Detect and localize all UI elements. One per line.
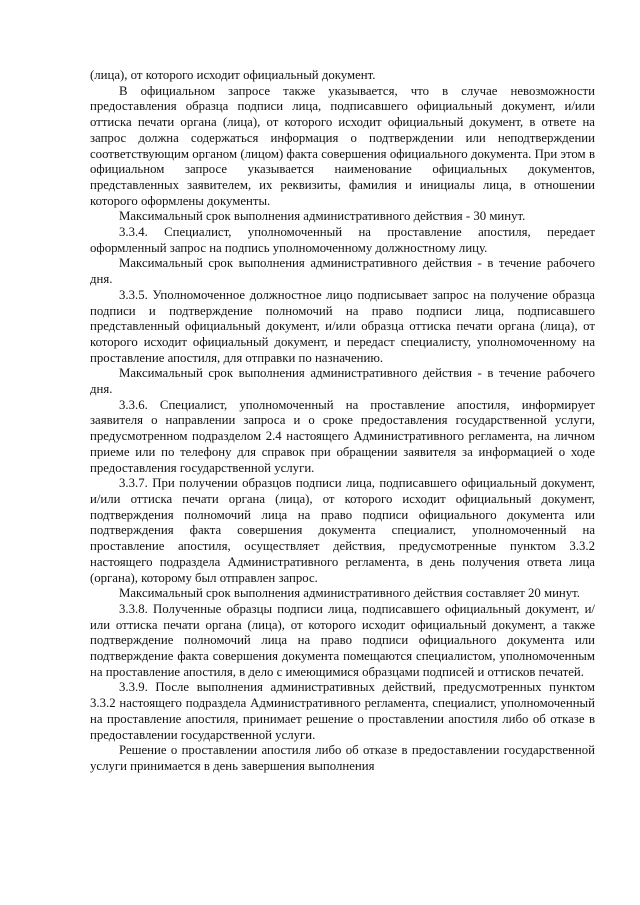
paragraph-3-3-7: 3.3.7. При получении образцов подписи лица, подписавшего официальный документ, и/или оттиска печати органа (лица), от которого исходит официальный документ, подтверждения полномочий лица на право подписи официального документа или подтверждения факта совершения документа специалист, уполномоченный на проставление апостиля, осуществляет действия, предусмотренные пунктом 3.3.2 настоящего подраздела Административного регламента, в день получения ответа лица (органа), которому был отправлен запрос. <box>90 476 595 585</box>
paragraph-3-3-4: 3.3.4. Специалист, уполномоченный на проставление апостиля, передает оформленный запрос на подпись уполномоченному должностному лицу. <box>90 225 595 255</box>
paragraph-3-3-9: 3.3.9. После выполнения административных действий, предусмотренных пунктом 3.3.2 настоящего подраздела Административного регламента, специалист, уполномоченный на проставление апостиля, принимает решение о проставлении апостиля либо об отказе в предоставлении государственной услуги. <box>90 680 595 742</box>
paragraph-max-time-workday-2: Максимальный срок выполнения административного действия - в течение рабочего дня. <box>90 366 595 397</box>
paragraph-max-time-30min: Максимальный срок выполнения административного действия - 30 минут. <box>119 209 526 224</box>
paragraph-continuation: (лица), от которого исходит официальный документ. <box>90 68 376 82</box>
paragraph-decision: Решение о проставлении апостиля либо об отказе в предоставлении государственной услуги принимается в день завершения выполнения <box>90 743 595 773</box>
paragraph-official-request: В официальном запросе также указывается, что в случае невозможности предоставления образца подписи лица, подписавшего официальный документ, и/или оттиска печати органа (лица), от которого исходит официальный документ, в ответе на запрос должна содержаться информация о подтверждении или неподтверждении соответствующим органом (лицом) факта совершения официального документа. При этом в официальном запросе указывается наименование официальных документов, представленных заявителем, их реквизиты, фамилия и инициалы лица, в отношении которого оформлены документы. <box>90 83 595 208</box>
paragraph-3-3-6: 3.3.6. Специалист, уполномоченный на проставление апостиля, информирует заявителя о направлении запроса и о сроке предоставления государственной услуги, предусмотренном подразделом 2.4 настоящего Административного регламента, на личном приеме или по телефону для справок при обращении заявителя за информацией о ходе предоставления государственной услуги. <box>90 397 595 475</box>
paragraph-max-time-workday-1: Максимальный срок выполнения административного действия - в течение рабочего дня. <box>90 256 595 287</box>
paragraph-max-time-20min: Максимальный срок выполнения административного действия составляет 20 минут. <box>119 586 581 601</box>
document-page <box>90 68 595 775</box>
paragraph-3-3-5: 3.3.5. Уполномоченное должностное лицо подписывает запрос на получение образца подписи и подтверждение полномочий на право подписи лица, подписавшего представленный официальный документ, и/или образца оттиска печати органа (лица), от которого исходит официальный документ, и передаст специалисту, уполномоченному на проставление апостиля, для отправки по назначению. <box>90 287 595 365</box>
paragraph-3-3-8: 3.3.8. Полученные образцы подписи лица, подписавшего официальный документ, и/или оттиска печати органа (лица), от которого исходит официальный документ, а также подтверждение полномочий лица на право подписи официального документа или подтверждение факта совершения документа помещаются специалистом, уполномоченным на проставление апостиля, в дело с имеющимися образцами подписей и оттисков печатей. <box>90 601 595 679</box>
